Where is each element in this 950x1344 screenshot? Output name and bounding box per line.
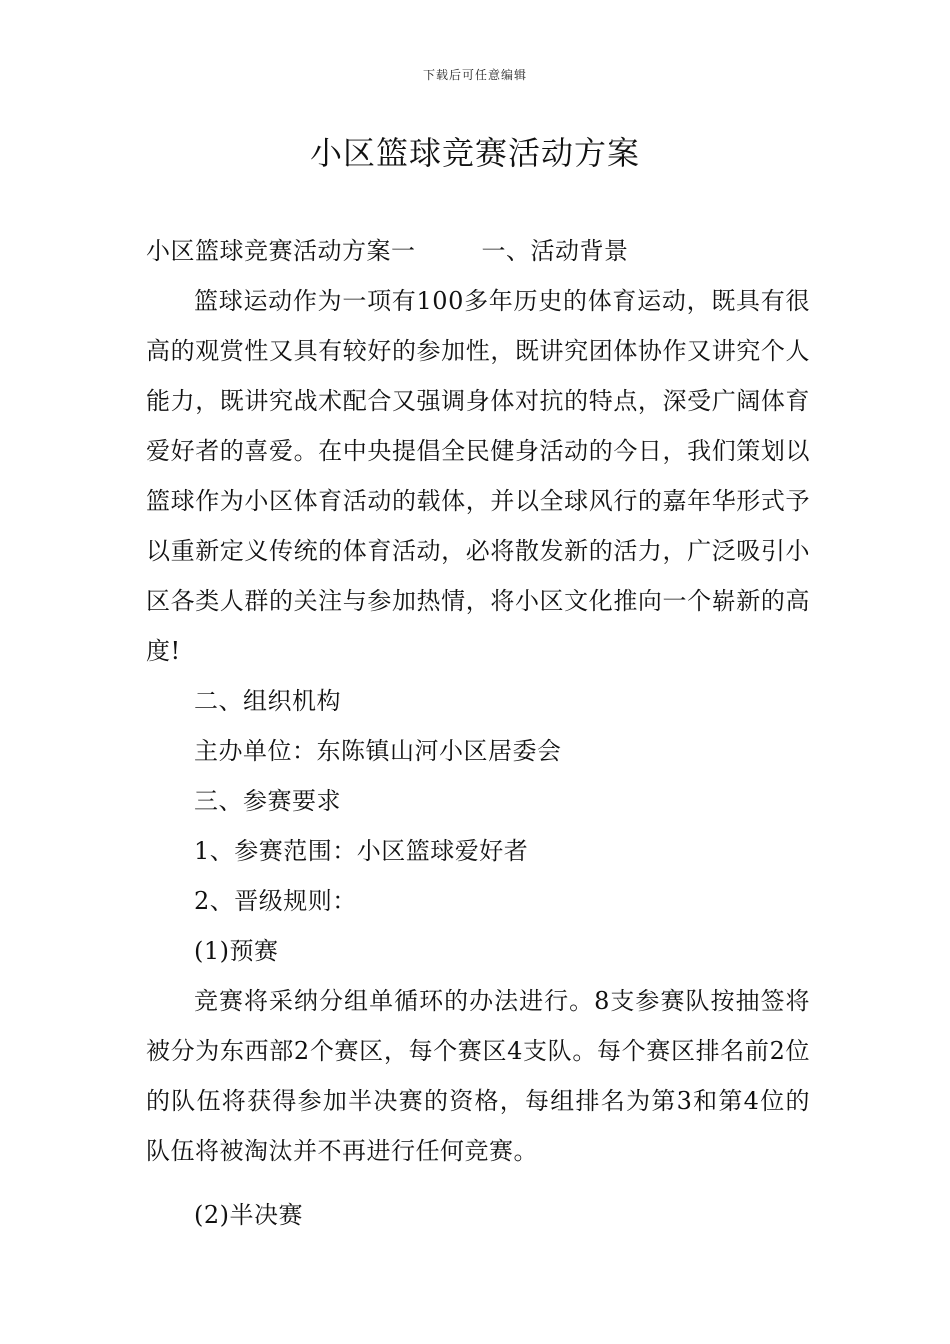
- paragraph-promotion-rules: 2、晋级规则：: [194, 887, 357, 915]
- header-note: 下载后可任意编辑: [422, 68, 527, 82]
- section-heading-organization: 二、组织机构: [194, 687, 341, 715]
- intro-line: [146, 226, 810, 276]
- section-heading-requirements: 三、参赛要求: [194, 787, 341, 815]
- subheading-semifinal: (2)半决赛: [194, 1201, 303, 1229]
- intro-plan-label: 小区篮球竞赛活动方案一: [146, 237, 416, 265]
- document-title: 小区篮球竞赛活动方案: [309, 134, 640, 172]
- document-body: [146, 226, 810, 1240]
- paragraph-organizer: 主办单位：东陈镇山河小区居委会: [194, 737, 562, 765]
- subheading-preliminary: (1)预赛: [194, 937, 279, 965]
- section-heading-background: 一、活动背景: [481, 237, 629, 265]
- paragraph-scope: 1、参赛范围：小区篮球爱好者: [194, 837, 529, 865]
- paragraph-background: 篮球运动作为一项有100多年历史的体育运动，既具有很高的观赏性又具有较好的参加性，既讲究团体协作又讲究个人能力，既讲究战术配合又强调身体对抗的特点，深受广阔体育爱好者的喜爱。在中央提倡全民健身活动的今日，我们策划以篮球作为小区体育活动的载体，并以全球风行的嘉年华形式予以重新定义传统的体育活动，必将散发新的活力，广泛吸引小区各类人群的关注与参加热情，将小区文化推向一个崭新的高度!: [146, 287, 810, 665]
- paragraph-preliminary: 竞赛将采纳分组单循环的办法进行。8支参赛队按抽签将被分为东西部2个赛区，每个赛区4支队。每个赛区排名前2位的队伍将获得参加半决赛的资格，每组排名为第3和第4位的队伍将被淘汰并不再进行任何竞赛。: [146, 987, 810, 1165]
